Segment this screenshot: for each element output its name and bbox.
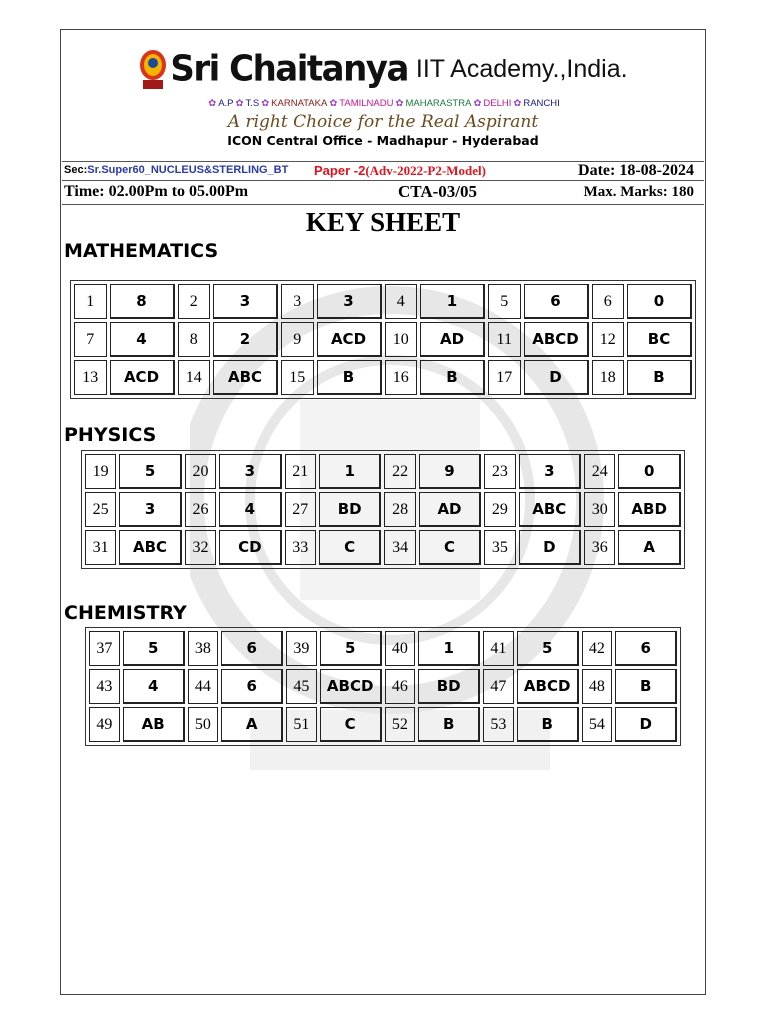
question-number: 37 — [89, 631, 120, 666]
table-row — [74, 284, 692, 319]
answer-cell: C — [319, 530, 382, 565]
state-name: TAMILNADU — [339, 98, 394, 109]
question-number: 6 — [592, 284, 625, 319]
state-name: DELHI — [483, 98, 512, 109]
question-number: 16 — [385, 360, 418, 395]
question-number: 47 — [483, 669, 514, 704]
question-number: 42 — [582, 631, 613, 666]
cta-code: CTA-03/05 — [398, 182, 478, 201]
table-row — [89, 631, 677, 666]
flower-icon: ✿ — [329, 98, 338, 109]
answer-cell: A — [221, 707, 283, 742]
question-number: 3 — [281, 284, 314, 319]
state-name: KARNATAKA — [271, 98, 328, 109]
question-number: 46 — [385, 669, 416, 704]
question-number: 9 — [281, 322, 314, 357]
question-number: 5 — [488, 284, 521, 319]
answer-cell: C — [419, 530, 482, 565]
question-number: 10 — [385, 322, 418, 357]
question-number: 30 — [584, 492, 615, 527]
answer-table-chemistry — [85, 627, 681, 746]
question-number: 25 — [85, 492, 116, 527]
header — [62, 44, 704, 148]
answer-table-physics — [81, 450, 685, 569]
question-number: 23 — [484, 454, 515, 489]
answer-cell: 5 — [123, 631, 185, 666]
answer-cell: BD — [418, 669, 480, 704]
question-number: 44 — [188, 669, 219, 704]
answer-cell: 1 — [420, 284, 485, 319]
info-line-1 — [62, 161, 704, 181]
answer-cell: ABC — [119, 530, 182, 565]
answer-cell: ABD — [618, 492, 681, 527]
page-title: KEY SHEET — [305, 207, 461, 237]
flower-icon: ✿ — [513, 98, 522, 109]
answer-cell: B — [615, 669, 677, 704]
answer-cell: 9 — [419, 454, 482, 489]
answer-cell: AB — [123, 707, 185, 742]
question-number: 40 — [385, 631, 416, 666]
answer-cell: 4 — [219, 492, 282, 527]
answer-cell: B — [627, 360, 692, 395]
question-number: 54 — [582, 707, 613, 742]
table-row — [85, 492, 681, 527]
paper-model: (Adv-2022-P2-Model) — [365, 163, 486, 178]
answer-cell: ABCD — [524, 322, 589, 357]
paper-info — [314, 163, 486, 179]
question-number: 22 — [384, 454, 415, 489]
answer-cell: 4 — [110, 322, 175, 357]
answer-cell: 5 — [320, 631, 382, 666]
state-name: MAHARASTRA — [405, 98, 472, 109]
table-row — [85, 530, 681, 565]
answer-cell: 3 — [317, 284, 382, 319]
question-number: 38 — [188, 631, 219, 666]
answer-cell: BC — [627, 322, 692, 357]
table-row — [89, 707, 677, 742]
question-number: 50 — [188, 707, 219, 742]
question-number: 13 — [74, 360, 107, 395]
answer-table-mathematics — [70, 280, 696, 399]
answer-cell: 6 — [524, 284, 589, 319]
question-number: 32 — [185, 530, 216, 565]
question-number: 8 — [178, 322, 211, 357]
answer-cell: 3 — [519, 454, 582, 489]
brand-suffix: IIT Academy.,India. — [415, 54, 628, 83]
question-number: 28 — [384, 492, 415, 527]
question-number: 26 — [185, 492, 216, 527]
brand-name: Sri Chaitanya — [170, 48, 408, 90]
states-list — [62, 98, 704, 110]
answer-cell: 6 — [221, 669, 283, 704]
answer-cell: ACD — [317, 322, 382, 357]
answer-cell: 4 — [123, 669, 185, 704]
question-number: 19 — [85, 454, 116, 489]
flower-icon: ✿ — [473, 98, 482, 109]
answer-cell: 2 — [213, 322, 278, 357]
answer-cell: 5 — [119, 454, 182, 489]
answer-cell: ABCD — [517, 669, 579, 704]
answer-cell: B — [317, 360, 382, 395]
sec-label: Sec: — [64, 164, 88, 176]
table-row — [85, 454, 681, 489]
question-number: 39 — [286, 631, 317, 666]
logo-row — [62, 44, 704, 94]
question-number: 12 — [592, 322, 625, 357]
answer-cell: D — [524, 360, 589, 395]
question-number: 52 — [385, 707, 416, 742]
answer-cell: AD — [420, 322, 485, 357]
answer-cell: D — [519, 530, 582, 565]
flower-icon: ✿ — [395, 98, 404, 109]
state-name: T.S — [245, 98, 260, 109]
answer-cell: ABC — [213, 360, 278, 395]
logo-emblem-icon — [138, 47, 168, 91]
answer-cell: 5 — [517, 631, 579, 666]
answer-cell: 8 — [110, 284, 175, 319]
answer-cell: ABC — [519, 492, 582, 527]
answer-cell: 1 — [319, 454, 382, 489]
question-number: 11 — [488, 322, 521, 357]
flower-icon: ✿ — [261, 98, 270, 109]
question-number: 20 — [185, 454, 216, 489]
answer-cell: BD — [319, 492, 382, 527]
question-number: 2 — [178, 284, 211, 319]
section-heading-chemistry: CHEMISTRY — [64, 602, 187, 624]
question-number: 33 — [285, 530, 316, 565]
answer-cell: C — [320, 707, 382, 742]
question-number: 53 — [483, 707, 514, 742]
answer-cell: D — [615, 707, 677, 742]
answer-cell: 3 — [219, 454, 282, 489]
question-number: 18 — [592, 360, 625, 395]
answer-cell: 6 — [615, 631, 677, 666]
answer-cell: AD — [419, 492, 482, 527]
question-number: 48 — [582, 669, 613, 704]
answer-cell: 3 — [119, 492, 182, 527]
paper-label: Paper -2 — [314, 163, 366, 178]
section-info — [64, 164, 288, 176]
info-line-2 — [62, 181, 704, 205]
question-number: 14 — [178, 360, 211, 395]
answer-cell: B — [418, 707, 480, 742]
question-number: 1 — [74, 284, 107, 319]
answer-cell: 0 — [618, 454, 681, 489]
answer-cell: B — [420, 360, 485, 395]
answer-cell: A — [618, 530, 681, 565]
exam-time: Time: 02.00Pm to 05.00Pm — [64, 183, 249, 200]
flower-icon: ✿ — [208, 98, 217, 109]
table-row — [89, 669, 677, 704]
answer-cell: ABCD — [320, 669, 382, 704]
table-row — [74, 322, 692, 357]
question-number: 24 — [584, 454, 615, 489]
question-number: 4 — [385, 284, 418, 319]
tagline: A right Choice for the Real Aspirant — [227, 112, 539, 132]
answer-cell: CD — [219, 530, 282, 565]
question-number: 17 — [488, 360, 521, 395]
question-number: 31 — [85, 530, 116, 565]
question-number: 45 — [286, 669, 317, 704]
question-number: 41 — [483, 631, 514, 666]
state-name: A.P — [218, 98, 234, 109]
section-heading-physics: PHYSICS — [64, 424, 157, 446]
answer-cell: 3 — [213, 284, 278, 319]
question-number: 43 — [89, 669, 120, 704]
answer-cell: 6 — [221, 631, 283, 666]
question-number: 7 — [74, 322, 107, 357]
question-number: 36 — [584, 530, 615, 565]
answer-cell: B — [517, 707, 579, 742]
office-address: ICON Central Office - Madhapur - Hyderabad — [227, 133, 539, 148]
exam-date: Date: 18-08-2024 — [578, 162, 694, 179]
question-number: 15 — [281, 360, 314, 395]
answer-cell: 1 — [418, 631, 480, 666]
sec-value: Sr.Super60_NUCLEUS&STERLING_BT — [87, 164, 289, 176]
question-number: 29 — [484, 492, 515, 527]
table-row — [74, 360, 692, 395]
flower-icon: ✿ — [235, 98, 244, 109]
question-number: 27 — [285, 492, 316, 527]
answer-cell: ACD — [110, 360, 175, 395]
section-heading-mathematics: MATHEMATICS — [64, 240, 219, 262]
question-number: 51 — [286, 707, 317, 742]
question-number: 34 — [384, 530, 415, 565]
question-number: 35 — [484, 530, 515, 565]
question-number: 21 — [285, 454, 316, 489]
max-marks: Max. Marks: 180 — [583, 184, 694, 200]
answer-cell: 0 — [627, 284, 692, 319]
state-name: RANCHI — [523, 98, 560, 109]
question-number: 49 — [89, 707, 120, 742]
